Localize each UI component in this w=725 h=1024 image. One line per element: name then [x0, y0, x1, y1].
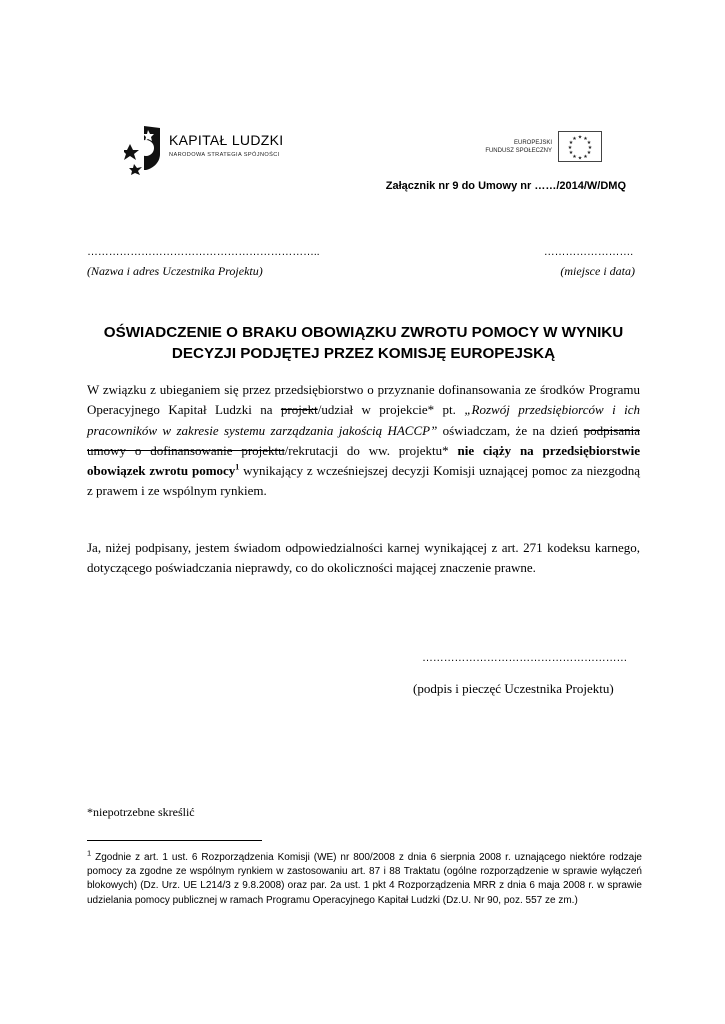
- place-date-field-label: (miejsce i data): [560, 264, 635, 278]
- svg-text:★: ★: [572, 136, 577, 142]
- signature-field-label: (podpis i pieczęć Uczestnika Projektu): [413, 681, 614, 696]
- svg-text:★: ★: [577, 134, 583, 141]
- svg-text:★: ★: [586, 140, 592, 146]
- document-title-line1: OŚWIADCZENIE O BRAKU OBOWIĄZKU ZWROTU POMOCY W WYNIKU: [103, 324, 624, 341]
- para1-text-2: /udział w projekcie* pt.: [317, 402, 465, 418]
- document-title: [87, 322, 640, 364]
- eu-flag-icon: [558, 131, 602, 162]
- svg-text:★: ★: [583, 154, 588, 160]
- para1-struck-projekt: projekt: [280, 402, 318, 418]
- annex-reference: Załącznik nr 9 do Umowy nr ……/2014/W/DMQ: [385, 180, 626, 192]
- signature-field-dots: …………………………………………………: [422, 652, 628, 664]
- eu-logo-line2: FUNDUSZ SPOŁECZNY: [485, 148, 552, 154]
- declaration-paragraph: [87, 380, 640, 502]
- para1-bold-statement: nie ciąży na przedsiębiorstwie obowiązek zwrotu pomocy: [87, 442, 640, 479]
- place-date-field-dots: …………………….: [543, 246, 633, 258]
- liability-paragraph: Ja, niżej podpisany, jestem świadom odpowiedzialności karnej wynikającej z art. 271 kodeksu karnego, dotyczącego poświadczania nieprawdy, co do okoliczności mającej znaczenie prawne.: [87, 540, 640, 576]
- para1-text-1: W związku z ubieganiem się przez przedsiębiorstwo o przyznanie dofinansowania ze środków Programu Operacyjnego Kapitał Ludzki na: [87, 382, 640, 418]
- svg-text:★: ★: [568, 140, 574, 146]
- kapital-ludzki-emblem-icon: [124, 124, 164, 176]
- svg-text:★: ★: [572, 154, 577, 160]
- footnote-ref: 1: [235, 462, 240, 472]
- footnote-divider: [87, 840, 262, 841]
- svg-text:★: ★: [587, 145, 593, 151]
- svg-text:★: ★: [567, 145, 573, 151]
- participant-field-dots: ………………………………………………………..: [87, 246, 320, 258]
- footnote: [87, 848, 642, 908]
- project-title: „Rozwój przedsiębiorców i ich pracowników w zakresie systemu zarządzania jakością HACCP”: [87, 402, 641, 438]
- eu-logo-line1: EUROPEJSKI: [513, 140, 552, 146]
- svg-text:★: ★: [586, 150, 592, 156]
- svg-text:★: ★: [577, 155, 583, 161]
- document-title-line2: DECYZJI PODJĘTEJ PRZEZ KOMISJĘ EUROPEJSKĄ: [171, 345, 556, 362]
- kapital-ludzki-logo: [124, 124, 294, 176]
- para1-struck-signing: podpisania umowy o dofinansowanie projektu: [87, 422, 640, 458]
- para1-text-4: /rekrutacji do ww. projektu*: [284, 442, 458, 458]
- kl-logo-subtitle: NARODOWA STRATEGIA SPÓJNOŚCI: [169, 152, 280, 158]
- para1-text-5: wynikający z wcześniejszej decyzji Komisji uznającej pomoc za niezgodną z prawem i ze wspólnym rynkiem.: [87, 463, 640, 499]
- strike-note: *niepotrzebne skreślić: [87, 805, 195, 819]
- participant-field-label: (Nazwa i adres Uczestnika Projektu): [87, 264, 263, 278]
- para1-text-3: oświadczam, że na dzień: [437, 422, 584, 438]
- eu-fund-logo: [470, 130, 602, 166]
- kl-logo-title: KAPITAŁ LUDZKI: [169, 132, 284, 148]
- footnote-text: Zgodnie z art. 1 ust. 6 Rozporządzenia Komisji (WE) nr 800/2008 z dnia 6 sierpnia 2008 r. uznającego niektóre rodzaje pomocy za zgodne ze wspólnym rynkiem w zastosowaniu art. 87 i 88 Traktatu (ogólne rozporządzenie w sprawie wyłączeń blokowych) (Dz. Urz. UE L214/3 z 9.8.2008) oraz par. 2a ust. 1 pkt 4 Rozporządzenia MRR z dnia 6 maja 2008 r. w sprawie udzielania pomocy publicznej w ramach Programu Operacyjnego Kapitał Ludzki (Dz.U. Nr 90, poz. 557 ze zm.): [87, 852, 642, 906]
- svg-text:★: ★: [583, 136, 588, 142]
- footnote-marker: 1: [87, 848, 92, 858]
- eu-logo-text: [485, 139, 552, 155]
- svg-text:★: ★: [568, 150, 574, 156]
